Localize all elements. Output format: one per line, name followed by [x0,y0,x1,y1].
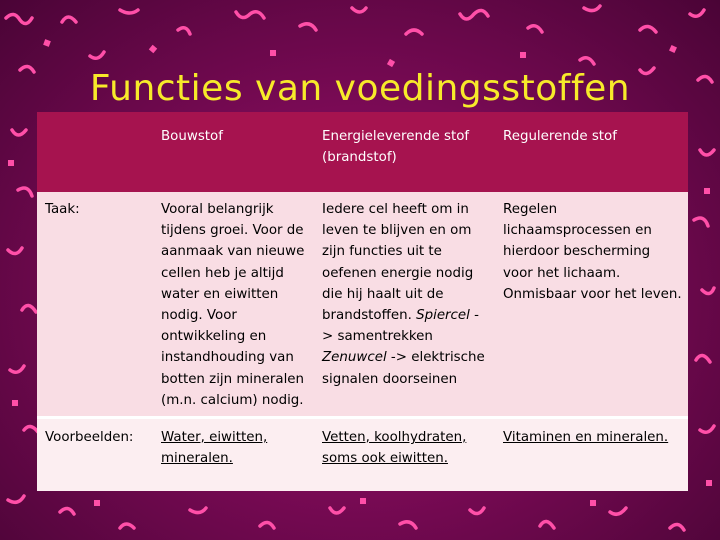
voorbeelden-bouwstof-cell: Water, eiwitten, mineralen. [153,418,314,491]
zenuwcel-text: -> elektrische signalen doorseinen [322,350,485,387]
header-bouwstof: Bouwstof [161,129,223,144]
taak-bouwstof-cell: Vooral belangrijk tijdens groei. Voor de aanmaak van nieuwe cellen heb je altijd water en eiwitten nodig. Voor ontwikkeling en instandhouding van botten zijn mineralen (m.n. calcium) nodig. [161,202,305,408]
voorbeelden-energie-cell: Vetten, koolhydraten, soms ook eiwitten. [314,418,495,491]
slide-title: Functies van voedingsstoffen [89,68,631,109]
table-row-voorbeelden [37,418,688,491]
taak-energie-cell [314,192,495,418]
header-energieleverende-stof: Energieleverende stof (brandstof) [322,129,470,166]
table-row-taak [37,192,688,418]
row-label-voorbeelden: Voorbeelden: [37,418,153,491]
zenuwcel-term: Zenuwcel [322,350,387,366]
voorbeelden-regulerend-cell: Vitaminen en mineralen. [495,418,688,491]
spiercel-text: -> samentrekken [322,308,479,345]
taak-regulerend-cell: Regelen lichaamsprocessen en hierdoor bescherming voor het lichaam. Onmisbaar voor het leven. [503,202,682,302]
nutrient-functions-table [37,112,688,491]
energie-intro-text: Iedere cel heeft om in leven te blijven en om zijn functies uit te oefenen energie nodig die hij haalt uit de brandstoffen. [322,202,474,324]
header-empty [37,112,153,192]
header-regulerende-stof: Regulerende stof [503,129,617,144]
table-header-row [37,112,688,192]
spiercel-term: Spiercel [416,308,470,324]
row-label-taak: Taak: [45,202,80,217]
